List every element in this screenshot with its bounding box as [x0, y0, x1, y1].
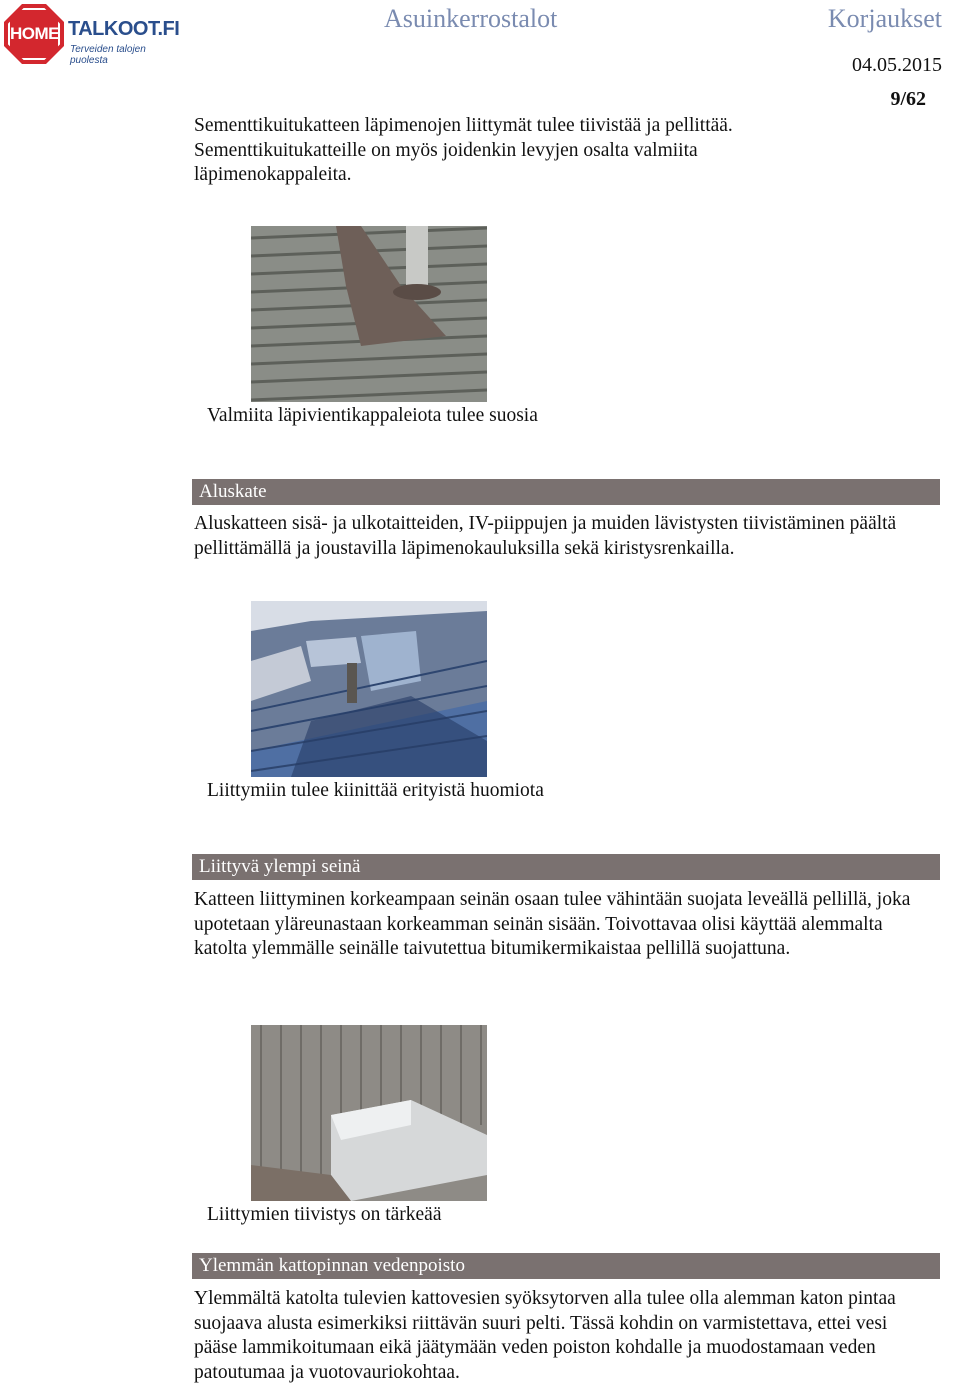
photo3-caption: Liittymien tiivistys on tärkeää — [207, 1204, 442, 1225]
logo-tagline: Terveiden talojen puolesta — [70, 44, 146, 66]
header-title-left: Asuinkerrostalot — [384, 4, 558, 33]
section-title-ylempi-seina: Liittyvä ylempi seinä — [192, 854, 940, 880]
home-talkoot-logo — [4, 4, 180, 66]
header-title-right: Korjaukset — [827, 4, 942, 33]
section3-paragraph: Ylemmältä katolta tulevien kattovesien syöksytorven alla tulee olla alemman katon pintaa suojaava alusta esimerkiksi riittävän suuri pelti. Tässä kohdin on varmistettava, ettei vesi pääse lammikoitumaan eikä jäätymään veden poiston kohdalle ja muodostamaan veden patoutumaa ja vuotovauriokohtaa. — [194, 1288, 896, 1383]
photo2-caption: Liittymiin tulee kiinittää erityistä huomiota — [207, 780, 544, 801]
photo1-caption: Valmiita läpivientikappaleiota tulee suosia — [207, 405, 538, 426]
logo-talkoot-text: TALKOOT.FI — [68, 18, 180, 40]
section1-paragraph: Aluskatteen sisä- ja ulkotaitteiden, IV-piippujen ja muiden lävistysten tiivistäminen päältä pellittämällä ja joustavilla läpimenokauluksilla sekä kiristysrenkailla. — [194, 513, 897, 559]
section-title-aluskate: Aluskate — [192, 479, 940, 505]
roof-flashing-photo — [251, 226, 487, 402]
page-number: 9/62 — [890, 88, 926, 110]
logo-home-text: HOME — [10, 24, 59, 43]
section-title-vedenpoisto: Ylemmän kattopinnan vedenpoisto — [192, 1253, 940, 1279]
intro-paragraph: Sementtikuitukatteen läpimenojen liittymät tulee tiivistää ja pellittää. Sementtikuitukatteille on myös joidenkin levyjen osalta valmiita läpimenokappaleita. — [194, 115, 733, 185]
wall-junction-photo — [251, 1025, 487, 1201]
header-date: 04.05.2015 — [852, 54, 942, 76]
roof-penetration-photo — [251, 601, 487, 777]
section2-paragraph: Katteen liittyminen korkeampaan seinän osaan tulee vähintään suojata leveällä pellillä, joka upotetaan yläreunastaan korkeamman seinän sisään. Toivottavaa olisi käyttää alemmalta katolta ylemmälle seinälle taivutettua bitumikermikaistaa pellillä suojattuna. — [194, 889, 911, 959]
